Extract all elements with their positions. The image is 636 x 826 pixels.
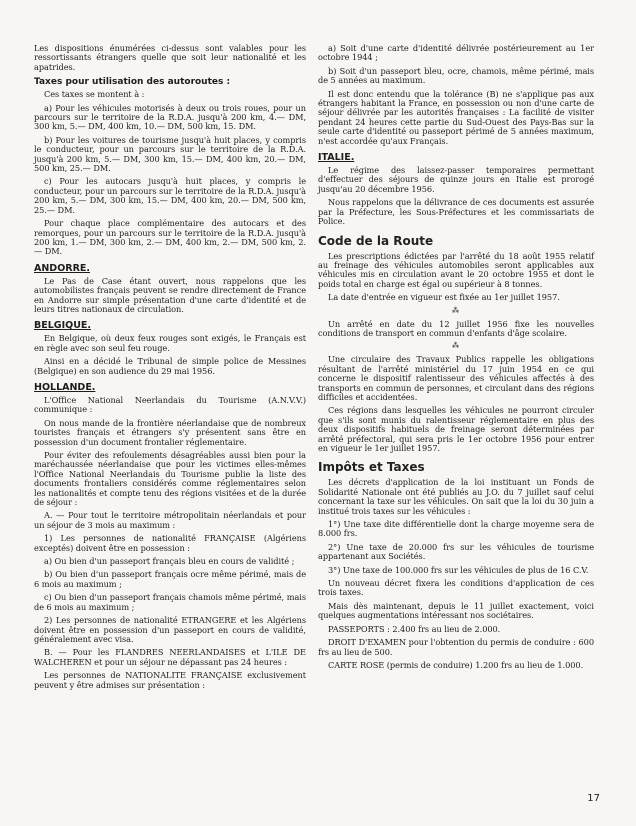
- left-column: [34, 44, 306, 694]
- paragraph: 1°) Une taxe dite différentielle dont la charge moyenne sera de 8.000 frs.: [318, 519, 594, 539]
- paragraph: Ces régions dans lesquelles les véhicules ne pourront circuler que s'ils sont munis du ralentisseur réglementaire en plus des deux dispositifs habituels de freinage seront déterminées par arrêté préfectoral, qui sera pris le 1er octobre 1956 pour entrer en vigueur le 1er juillet 1957.: [318, 405, 594, 453]
- paragraph: a) Pour les véhicules motorisés à deux ou trois roues, pour un parcours sur le territoire de la R.D.A. jusqu'à 200 km, 4.— DM, 300 km, 5.— DM, 400 km, 10.— DM, 500 km, 15. DM.: [34, 102, 306, 132]
- paragraph: A. — Pour tout le territoire métropolitain néerlandais et pour un séjour de 3 mois au maximum :: [34, 510, 306, 530]
- paragraph: Il est donc entendu que la tolérance (B) ne s'applique pas aux étrangers habitant la France, en possession ou non d'une carte de séjour délivrée par les autorités françaises : La facilité de visiter pendant 24 heures cette partie du Sud-Ouest des Pays-Bas sur la seule carte d'identité ou passeport périmé de 5 années maximum, n'est accordée qu'aux Français.: [318, 88, 594, 146]
- paragraph: Les décrets d'application de la loi instituant un Fonds de Solidarité Nationale ont été publiés au J.O. du 7 juillet sauf celui concernant la taxe sur les véhicules. On sait que la loi du 30 juin a institué trois taxes sur les véhicules :: [318, 477, 594, 516]
- page-number: 17: [587, 793, 600, 804]
- country-heading: ANDORRE.: [34, 262, 90, 274]
- paragraph: Le régime des laissez-passer temporaires permettant d'effectuer des séjours de quinze jours en Italie est prorogé jusqu'au 20 décembre 1956.: [318, 165, 594, 194]
- paragraph: 2°) Une taxe de 20.000 frs sur les véhicules de tourisme appartenant aux Sociétés.: [318, 541, 594, 562]
- paragraph: Un arrêté en date du 12 juillet 1956 fixe les nouvelles conditions de transport en commun d'enfants d'âge scolaire.: [318, 318, 594, 338]
- paragraph: Pour éviter des refoulements désagréables aussi bien pour la maréchaussée néerlandaise que pour les victimes elles-mêmes l'Office National Neerlandais du Tourisme publie la liste des documents frontaliers considérés comme réglementaires selon les nationalités et compte tenu des régions visitées et de la durée de séjour :: [34, 450, 306, 508]
- asterism-separator: ⁂: [452, 306, 460, 315]
- country-heading: BELGIQUE.: [34, 320, 92, 332]
- paragraph: On nous mande de la frontière néerlandaise que de nombreux touristes français et étrangers s'y présentent sans être en possession d'un document frontalier réglementaire.: [34, 417, 306, 447]
- paragraph: b) Pour les voitures de tourisme jusqu'à huit places, y compris le conducteur, pour un parcours sur le territoire de la R.D.A. jusqu'à 200 km, 5.— DM, 300 km, 15.— DM, 400 km, 20.— DM, 500 km, 25.— DM.: [34, 134, 306, 174]
- paragraph: PASSEPORTS : 2.400 frs au lieu de 2.000.: [328, 623, 501, 634]
- paragraph: Ainsi en a décidé le Tribunal de simple police de Messines (Belgique) en son audience du 29 mai 1956.: [34, 356, 306, 376]
- paragraph: DROIT D'EXAMEN pour l'obtention du permis de conduire : 600 frs au lieu de 500.: [318, 637, 594, 657]
- country-heading: ITALIE.: [318, 152, 355, 164]
- paragraph: L'Office National Neerlandais du Tourisme (A.N.V.V.) communique :: [34, 394, 306, 415]
- paragraph: Les dispositions énumérées ci-dessus sont valables pour les ressortissants étrangers quelle que soit leur nationalité et les apatrides.: [34, 43, 306, 72]
- paragraph: Pour chaque place complémentaire des autocars et des remorques, pour un parcours sur le territoire de la R.D.A. jusqu'à 200 km, 1.— DM, 300 km, 2.— DM, 400 km, 2.— DM, 500 km, 2.— DM.: [34, 218, 306, 257]
- paragraph: c) Pour les autocars jusqu'à huit places, y compris le conducteur, pour un parcours sur le territoire de la R.D.A. jusqu'à 200 km, 5.— DM, 300 km, 15.— DM, 400 km, 20.— DM, 500 km, 25.— DM.: [34, 176, 306, 215]
- paragraph: b) Ou bien d'un passeport français ocre même périmé, mais de 6 mois au maximum ;: [34, 569, 306, 589]
- paragraph: 1) Les personnes de nationalité FRANÇAISE (Algériens exceptés) doivent être en possession :: [34, 533, 306, 553]
- paragraph: CARTE ROSE (permis de conduire) 1.200 frs au lieu de 1.000.: [328, 659, 584, 670]
- section-heading: Code de la Route: [318, 233, 434, 248]
- asterism-separator: ⁂: [452, 342, 460, 351]
- paragraph: 3°) Une taxe de 100.000 frs sur les véhicules de plus de 16 C.V.: [328, 564, 589, 575]
- subheading: Taxes pour utilisation des autoroutes :: [34, 77, 231, 88]
- right-column: [318, 44, 594, 674]
- paragraph: 2) Les personnes de nationalité ETRANGERE et les Algériens doivent être en possession d'un passeport en cours de validité, généralement avec visa.: [34, 615, 306, 644]
- paragraph: La date d'entrée en vigueur est fixée au 1er juillet 1957.: [328, 292, 560, 303]
- section-heading: Impôts et Taxes: [318, 460, 425, 475]
- paragraph: Une circulaire des Travaux Publics rappelle les obligations résultant de l'arrêté ministériel du 17 juin 1954 en ce qui concerne le dispositif ralentisseur des véhicules affectés à des transports en commun de personnes, et circulant dans des régions difficiles et accidentées.: [318, 354, 594, 402]
- paragraph: c) Ou bien d'un passeport français chamois même périmé, mais de 6 mois au maximum ;: [34, 592, 306, 612]
- paragraph: Le Pas de Case étant ouvert, nous rappelons que les automobilistes français peuvent se rendre directement de France en Andorre sur simple présentation d'une carte d'identité et de leurs titres nationaux de circulation.: [34, 275, 306, 314]
- paragraph: Nous rappelons que la délivrance de ces documents est assurée par la Préfecture, les Sous-Préfectures et les commissariats de Police.: [318, 197, 594, 227]
- paragraph: Les prescriptions édictées par l'arrêté du 18 août 1955 relatif au freinage des véhicules automobiles seront applicables aux véhicules mis en circulation avant le 20 octobre 1955 et dont le poids total en charge est égal ou supérieur à 8 tonnes.: [318, 250, 594, 289]
- paragraph: a) Ou bien d'un passeport français bleu en cours de validité ;: [44, 556, 295, 567]
- paragraph: Ces taxes se montent à :: [44, 89, 145, 100]
- paragraph: a) Soit d'une carte d'identité délivrée postérieurement au 1er octobre 1944 ;: [318, 43, 594, 63]
- paragraph: Mais dès maintenant, depuis le 11 juillet exactement, voici quelques augmentations intéressant nos sociétaires.: [318, 600, 594, 621]
- paragraph: Les personnes de NATIONALITE FRANÇAISE exclusivement peuvent y être admises sur présentation :: [34, 670, 306, 690]
- paragraph: b) Soit d'un passeport bleu, ocre, chamois, même périmé, mais de 5 années au maximum.: [318, 65, 594, 86]
- paragraph: Un nouveau décret fixera les conditions d'application de ces trois taxes.: [318, 578, 594, 598]
- country-heading: HOLLANDE.: [34, 381, 96, 393]
- paragraph: En Belgique, où deux feux rouges sont exigés, le Français est en règle avec son seul feu rouge.: [34, 333, 306, 353]
- paragraph: B. — Pour les FLANDRES NEERLANDAISES et L'ILE DE WALCHEREN et pour un séjour ne dépassant pas 24 heures :: [34, 647, 306, 667]
